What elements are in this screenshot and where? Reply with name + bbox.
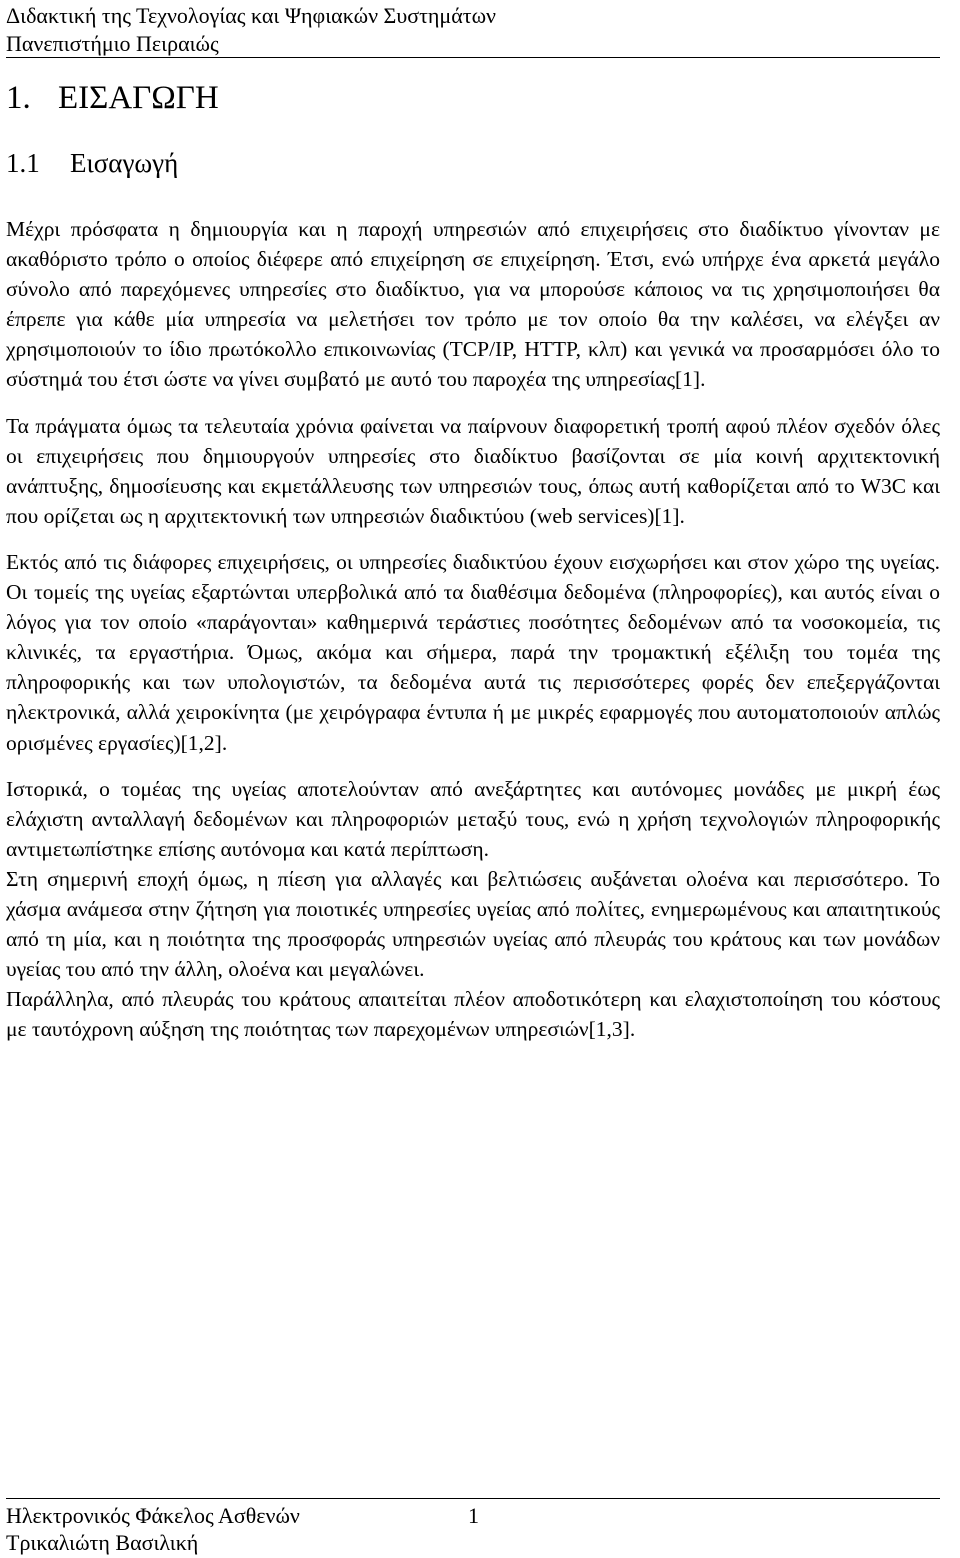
header-rule (6, 57, 940, 58)
paragraph: Στη σημερινή εποχή όμως, η πίεση για αλλαγές και βελτιώσεις αυξάνεται ολοένα και περισσότερο. Το χάσμα ανάμεσα στην ζήτηση για ποιοτικές υπηρεσίες υγείας από πολίτες, ενημερωμένους και απαιτητικούς από τη μία, και η ποιότητα της προσφοράς υπηρεσιών υγείας από πλευράς του κράτους και των μονάδων υγείας του από την άλλη, ολοένα και μεγαλώνει. (6, 866, 940, 982)
section-heading (6, 146, 178, 180)
page-number: 1 (468, 1503, 479, 1528)
chapter-number: 1. (6, 80, 31, 116)
footer-document-title: Ηλεκτρονικός Φάκελος Ασθενών (6, 1503, 300, 1528)
footer-rule (6, 1498, 940, 1499)
paragraph: Παράλληλα, από πλευράς του κράτους απαιτείται πλέον αποδοτικότερη και ελαχιστοποίηση του κόστους με ταυτόχρονη αύξηση της ποιότητας των παρεχομένων υπηρεσιών[1,3]. (6, 987, 940, 1042)
chapter-heading (6, 78, 219, 118)
section-number: 1.1 (6, 148, 40, 178)
header-course-title: Διδακτική της Τεχνολογίας και Ψηφιακών Συστημάτων (6, 3, 497, 28)
footer-author: Τρικαλιώτη Βασιλική (6, 1530, 199, 1555)
chapter-title: ΕΙΣΑΓΩΓΗ (58, 80, 219, 116)
header-university: Πανεπιστήμιο Πειραιώς (6, 31, 219, 56)
section-title: Εισαγωγή (70, 148, 179, 178)
paragraph: Μέχρι πρόσφατα η δημιουργία και η παροχή υπηρεσιών από επιχειρήσεις στο διαδίκτυο γίνονταν με ακαθόριστο τρόπο ο οποίος διέφερε από επιχείρηση σε επιχείρηση. Έτσι, ενώ υπήρχε ένα αρκετά μεγάλο σύνολο από παρεχόμενες υπηρεσίες στο διαδίκτυο, για να μπορούσε κάποιος να τις χρησιμοποιήσει θα έπρεπε για κάθε μία υπηρεσία να μελετήσει τον τρόπο με τον οποίο θα την καλέσει, να ελέγξει αν χρησιμοποιούν το ίδιο πρωτόκολλο επικοινωνίας (TCP/IP, HTTP, κλπ) και γενικά να προσαρμόσει όλο το σύστημά του έτσι ώστε να γίνει συμβατό με αυτό του παροχέα της υπηρεσίας[1]. (6, 217, 940, 392)
page-footer (6, 1502, 940, 1556)
paragraph: Εκτός από τις διάφορες επιχειρήσεις, οι υπηρεσίες διαδικτύου έχουν εισχωρήσει και στον χώρο της υγείας. Οι τομείς της υγείας εξαρτώνται υπερβολικά από τα διαθέσιμα δεδομένα (πληροφορίες), και αυτός είναι ο λόγος για τον οποίο «παράγονται» καθημερινά τεράστιες ποσότητες δεδομένων από τα νοσοκομεία, τις κλινικές, τα εργαστήρια. Όμως, ακόμα και σήμερα, παρά την τρομακτική εξέλιξη του τομέα της πληροφορικής και των υπολογιστών, τα δεδομένα αυτά τις περισσότερες φορές δεν επεξεργάζονται ηλεκτρονικά, αλλά χειροκίνητα (με χειρόγραφα έντυπα ή με μικρές εφαρμογές που αυτοματοποιούν απλώς ορισμένες εργασίες)[1,2]. (6, 549, 940, 755)
body-text (6, 214, 940, 1044)
paragraph: Ιστορικά, ο τομέας της υγείας αποτελούνταν από ανεξάρτητες και αυτόνομες μονάδες με μικρή έως ελάχιστη ανταλλαγή δεδομένων και πληροφοριών μεταξύ τους, ενώ η χρήση τεχνολογιών πληροφορικής αντιμετωπίστηκε επίσης αυτόνομα και κατά περίπτωση. (6, 776, 940, 861)
paragraph: Τα πράγματα όμως τα τελευταία χρόνια φαίνεται να παίρνουν διαφορετική τροπή αφού πλέον σχεδόν όλες οι επιχειρήσεις που δημιουργούν υπηρεσίες στο διαδίκτυο βασίζονται σε μία κοινή αρχιτεκτονική ανάπτυξης, δημοσίευσης και εκμετάλλευσης των υπηρεσιών τους, όπως αυτή καθορίζεται από το W3C και που ορίζεται ως η αρχιτεκτονική των υπηρεσιών διαδικτύου (web services)[1]. (6, 413, 940, 528)
page-header (6, 2, 940, 58)
